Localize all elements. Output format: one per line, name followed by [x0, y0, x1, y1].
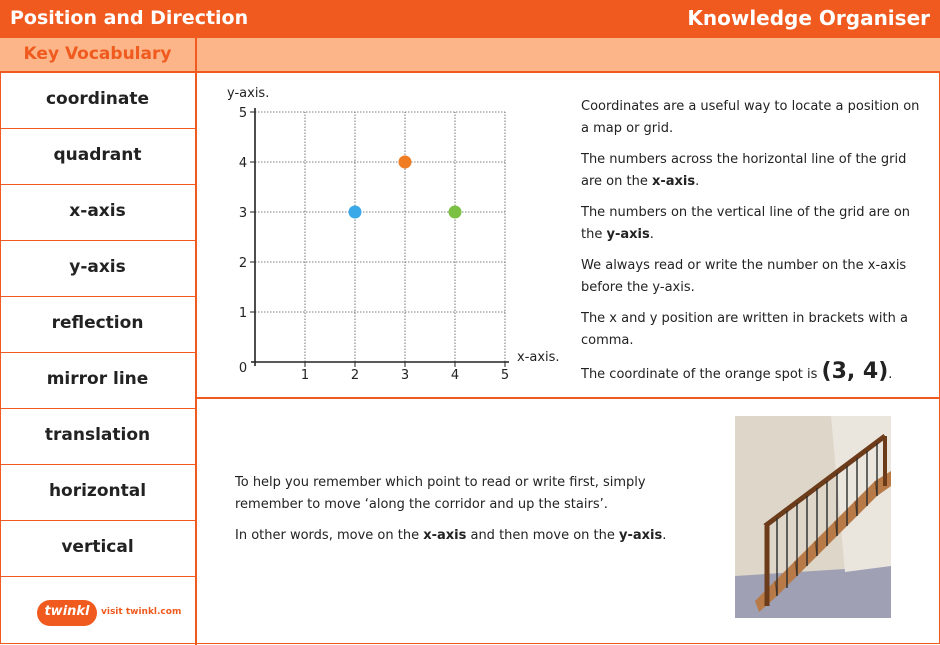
vocab-label: y-axis — [69, 257, 126, 277]
vocab-item-horizontal — [0, 465, 195, 521]
content-header-strip — [197, 38, 940, 73]
origin-label: 0 — [238, 361, 248, 376]
tip-paragraph: To help you remember which point to read or write first, simply remember to move ‘along the corridor and up the stairs’. — [235, 475, 646, 512]
y-tick-label: 4 — [238, 156, 248, 171]
x-tick-label: 1 — [300, 368, 310, 383]
vocab-label: translation — [44, 425, 151, 445]
data-point — [349, 206, 362, 219]
x-tick-label: 4 — [450, 368, 460, 383]
vocab-label: x-axis — [69, 201, 126, 221]
coordinate-grid-chart — [215, 80, 575, 390]
y-tick-label: 3 — [238, 206, 248, 221]
section-divider — [197, 397, 940, 399]
x-axis-term: x-axis — [651, 174, 696, 189]
vocab-item-x-axis — [0, 185, 195, 241]
y-tick-label: 5 — [238, 106, 248, 121]
coordinates-explanation — [581, 96, 926, 395]
vocab-label: vertical — [61, 537, 134, 557]
vocab-item-reflection — [0, 297, 195, 353]
vocab-label: coordinate — [45, 89, 150, 109]
twinkl-logo[interactable] — [37, 600, 97, 626]
y-axis-term: y-axis — [606, 227, 650, 242]
memory-tip — [235, 472, 705, 556]
x-axis-term: x-axis — [423, 528, 467, 543]
vocabulary-list — [0, 73, 197, 645]
vocabulary-heading — [0, 38, 197, 73]
vocab-item-translation — [0, 409, 195, 465]
vocab-item-vertical — [0, 521, 195, 577]
vocab-item-y-axis — [0, 241, 195, 297]
x-tick-label: 5 — [500, 368, 510, 383]
vocab-label: horizontal — [48, 481, 147, 501]
orange-spot-coordinate: (3, 4) — [821, 359, 889, 384]
coordinate-grid-svg — [215, 80, 575, 390]
data-point — [449, 206, 462, 219]
logo-text: twinkl — [44, 604, 90, 619]
tip-paragraph: In other words, move on the x-axis and then move on the y-axis. — [235, 528, 667, 543]
x-axis-title: x-axis. — [517, 350, 560, 365]
explanation-paragraph: The coordinate of the orange spot is (3, 4). — [581, 359, 893, 384]
explanation-paragraph: Coordinates are a useful way to locate a position on a map or grid. — [581, 99, 920, 136]
organiser-title: Knowledge Organiser — [687, 6, 930, 30]
staircase-image — [735, 416, 891, 618]
x-tick-label: 3 — [400, 368, 410, 383]
staircase-illustration — [735, 416, 891, 618]
y-tick-label: 2 — [238, 256, 248, 271]
y-tick-label: 1 — [238, 306, 248, 321]
data-point — [399, 156, 412, 169]
vocab-item-quadrant — [0, 129, 195, 185]
vocab-label: mirror line — [46, 369, 149, 389]
vocab-label: quadrant — [53, 145, 142, 165]
vocab-item-mirror-line — [0, 353, 195, 409]
vocab-item-coordinate — [0, 73, 195, 129]
x-tick-label: 2 — [350, 368, 360, 383]
vocabulary-heading-label: Key Vocabulary — [23, 44, 172, 64]
page-title: Position and Direction — [10, 7, 249, 29]
y-axis-title: y-axis. — [227, 86, 270, 101]
header-bar — [0, 0, 940, 38]
explanation-paragraph: We always read or write the number on the x-axis before the y-axis. — [581, 258, 907, 295]
explanation-paragraph: The numbers across the horizontal line of the grid are on the x-axis. — [581, 152, 907, 189]
explanation-paragraph: The numbers on the vertical line of the grid are on the y-axis. — [581, 205, 911, 242]
vocab-label: reflection — [51, 313, 144, 333]
visit-link[interactable]: visit twinkl.com — [101, 607, 182, 617]
y-axis-term: y-axis — [619, 528, 663, 543]
explanation-paragraph: The x and y position are written in brackets with a comma. — [581, 311, 908, 348]
